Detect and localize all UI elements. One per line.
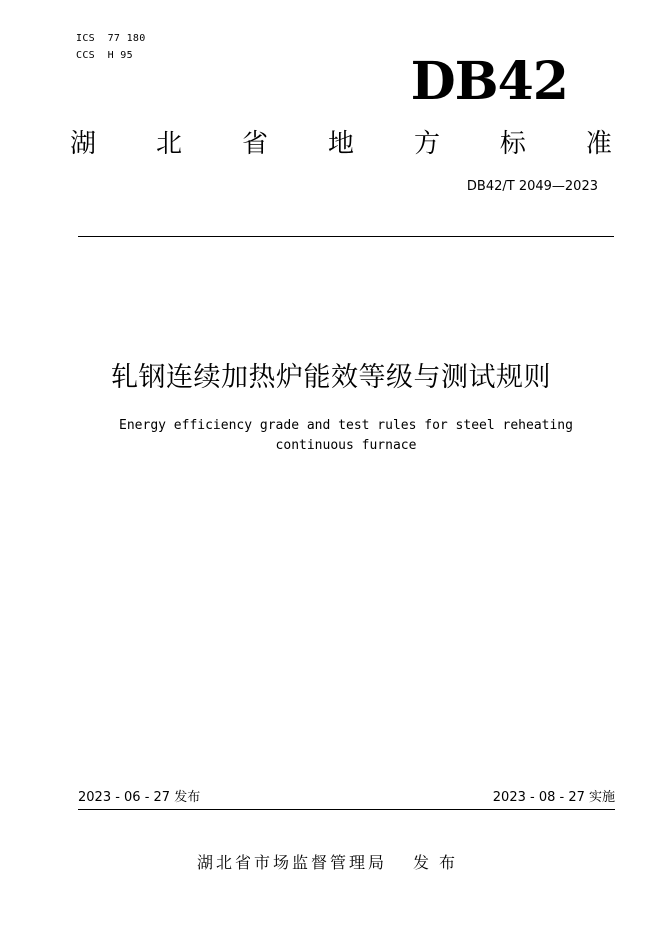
db-standard-code: DB42 <box>410 51 568 112</box>
ccs-code: CCS H 95 <box>76 50 133 61</box>
issue-date: 2023 - 06 - 27 发布 <box>78 790 201 805</box>
standard-type-char: 省 <box>241 129 268 159</box>
document-title-chinese: 轧钢连续加热炉能效等级与测试规则 <box>111 362 551 393</box>
issuer-line <box>0 851 662 875</box>
standard-number: DB42/T 2049—2023 <box>466 179 598 194</box>
standard-type-char: 湖 <box>70 129 97 159</box>
implementation-date: 2023 - 08 - 27 实施 <box>492 790 615 805</box>
standard-type-char: 标 <box>499 129 526 159</box>
header-divider <box>78 236 614 237</box>
footer-divider <box>78 809 615 810</box>
publish-label: 发布 <box>413 853 466 872</box>
document-title-english-line2: continuous furnace <box>275 438 417 453</box>
issuing-authority: 湖北省市场监督管理局 <box>196 853 387 872</box>
document-title-english-line1: Energy efficiency grade and test rules for steel reheating <box>119 418 573 433</box>
standard-type-char: 北 <box>155 129 182 159</box>
standard-type-char: 准 <box>585 129 612 159</box>
standard-type-char: 方 <box>413 129 440 159</box>
ics-code: ICS 77 180 <box>76 33 146 44</box>
standard-type-char: 地 <box>327 129 354 159</box>
standard-type-heading <box>70 124 612 164</box>
